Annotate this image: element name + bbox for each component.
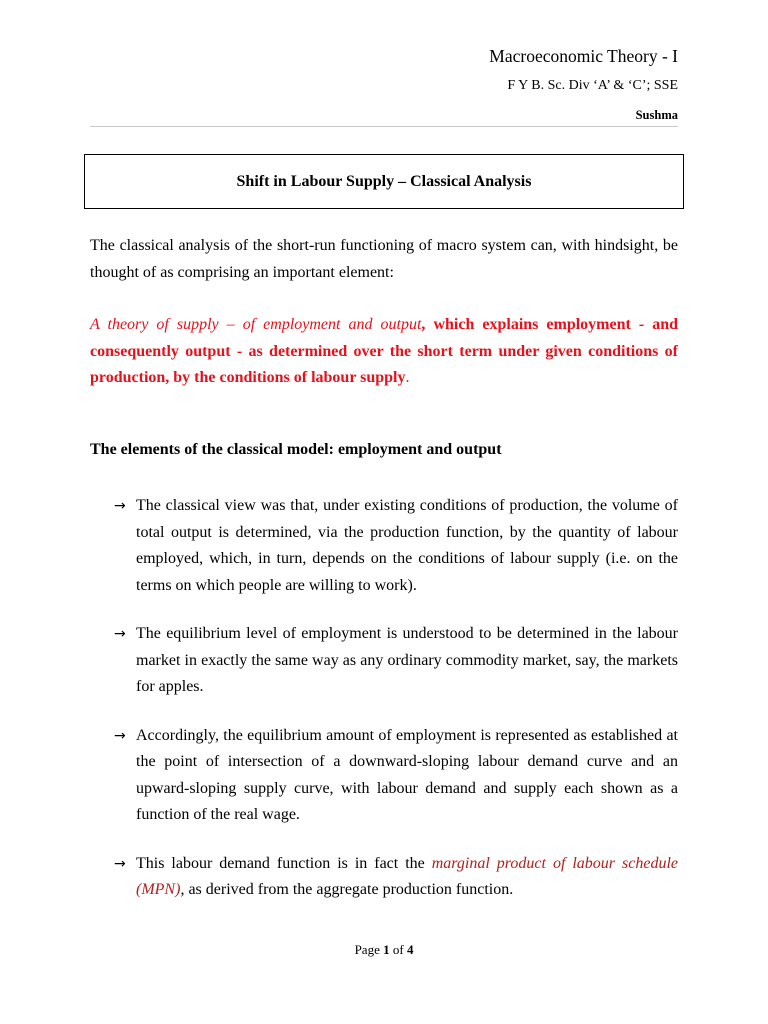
footer-current-page: 1 xyxy=(383,942,390,957)
intro-paragraph: The classical analysis of the short-run functioning of macro system can, with hindsight, be thought of as comprising an important element: xyxy=(90,237,678,281)
list-item xyxy=(90,493,678,599)
bullet-text: The classical view was that, under existing conditions of production, the volume of total output is determined, via the production function, by the quantity of labour employed, which, in turn, depends on the conditions of labour supply (i.e. on the terms on which people are willing to work). xyxy=(136,497,678,594)
header-course-title: Macroeconomic Theory - I xyxy=(489,46,678,66)
bullet-text-post: , as derived from the aggregate production function. xyxy=(180,881,514,898)
list-item xyxy=(90,723,678,829)
theory-end: . xyxy=(405,369,410,386)
theory-rest: , which explains employment - and consequently output - as determined over the short term under given conditions of production, by the conditions of labour supply xyxy=(90,316,679,386)
footer-page-word: Page xyxy=(354,942,380,957)
title-box xyxy=(84,154,684,209)
footer-of-word: of xyxy=(392,942,404,957)
list-item xyxy=(90,621,678,701)
list-item xyxy=(90,851,678,904)
arrow-right-icon: → xyxy=(114,498,126,514)
bullet-text: The equilibrium level of employment is understood to be determined in the labour market in exactly the same way as any ordinary commodity market, say, the markets for apples. xyxy=(136,625,678,695)
bullet-list xyxy=(90,493,678,904)
bullet-text-pre: This labour demand function is in fact the xyxy=(136,854,432,872)
header-author: Sushma xyxy=(635,108,678,122)
page-footer xyxy=(0,942,768,958)
mpn-emphasis: marginal product of labour schedule (MPN) xyxy=(136,854,678,898)
arrow-right-icon: → xyxy=(114,727,126,744)
theory-italic-phrase: A theory of supply – of employment and output xyxy=(90,316,422,333)
theory-paragraph xyxy=(90,312,678,392)
arrow-right-icon: → xyxy=(114,626,126,642)
bullet-text: Accordingly, the equilibrium amount of employment is represented as established at the point of intersection of a downward-sloping labour demand curve and an upward-sloping supply curve, with labour demand and supply each shown as a function of the real wage. xyxy=(136,726,678,823)
header-class-info: F Y B. Sc. Div ‘A’ & ‘C’; SSE xyxy=(507,78,678,93)
arrow-right-icon: → xyxy=(114,855,126,872)
document-title: Shift in Labour Supply – Classical Analysis xyxy=(236,172,532,190)
header-divider xyxy=(90,126,678,127)
section-heading: The elements of the classical model: employment and output xyxy=(90,441,502,458)
footer-total-pages: 4 xyxy=(406,942,414,957)
